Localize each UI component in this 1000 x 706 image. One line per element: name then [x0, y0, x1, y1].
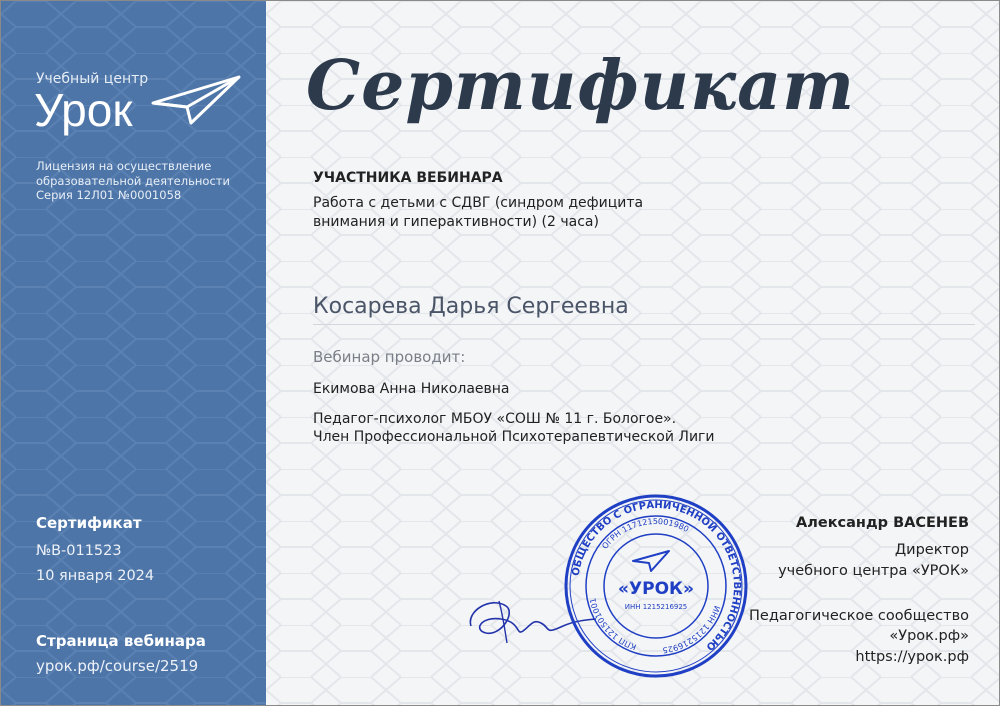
sidebar [1, 1, 266, 706]
certificate-number: №В-011523 [36, 543, 122, 559]
company-stamp [561, 491, 751, 681]
certificate-title: Сертификат [306, 46, 856, 126]
director-organization: учебного центра «УРОК» [778, 563, 969, 579]
lecturer-position: Педагог-психолог МБОУ «СОШ № 11 г. Бологое». [313, 411, 677, 427]
license-info [36, 159, 251, 203]
stamp-ogrn-ring-text: ОГРН 1171215001980 [600, 516, 691, 551]
stamp-outer-ring-text: ОБЩЕСТВО С ОГРАНИЧЕННОЙ ОТВЕТСТВЕННОСТЬЮ [570, 499, 743, 653]
stamp-kpp-ring-text: КПП 121501001 [588, 597, 638, 652]
lecturer-name: Екимова Анна Николаевна [313, 381, 510, 397]
brand-logo-text: Урок [34, 84, 133, 136]
community-label: Педагогическое сообщество [749, 608, 969, 624]
stamp-inn-ring-text: ИНН 1215216925 [661, 604, 722, 655]
certificate-heading: Сертификат [36, 514, 142, 532]
director-name: Александр ВАСЕНЕВ [796, 515, 969, 531]
participant-label: УЧАСТНИКА ВЕБИНАРА [313, 170, 503, 186]
course-title-line: внимания и гиперактивности) (2 часа) [313, 214, 599, 230]
stamp-center-name: «УРОК» [618, 579, 694, 599]
community-name: «Урок.рф» [889, 628, 969, 644]
lecturer-membership: Член Профессиональной Психотерапевтической Лиги [313, 429, 715, 445]
stamp-center-inn: ИНН 1215216925 [624, 603, 688, 611]
webinar-page-heading: Страница вебинара [36, 632, 206, 650]
stamp-plane-icon [633, 551, 669, 571]
paper-plane-icon [151, 73, 243, 129]
course-title-line: Работа с детьми с СДВГ (синдром дефицита [313, 195, 644, 211]
conducts-label: Вебинар проводит: [313, 348, 466, 366]
webinar-url: урок.рф/course/2519 [36, 657, 199, 675]
director-role: Директор [894, 542, 969, 558]
certificate-date: 10 января 2024 [36, 568, 155, 584]
name-underline [313, 324, 975, 325]
recipient-name: Косарева Дарья Сергеевна [313, 294, 629, 319]
license-line: Лицензия на осуществление [36, 159, 212, 173]
license-line: Серия 12Л01 №0001058 [36, 188, 182, 202]
brand-subtitle: Учебный центр [36, 71, 149, 87]
license-line: образовательной деятельности [36, 173, 230, 188]
course-title [313, 194, 733, 232]
community-url: https://урок.рф [855, 649, 969, 665]
